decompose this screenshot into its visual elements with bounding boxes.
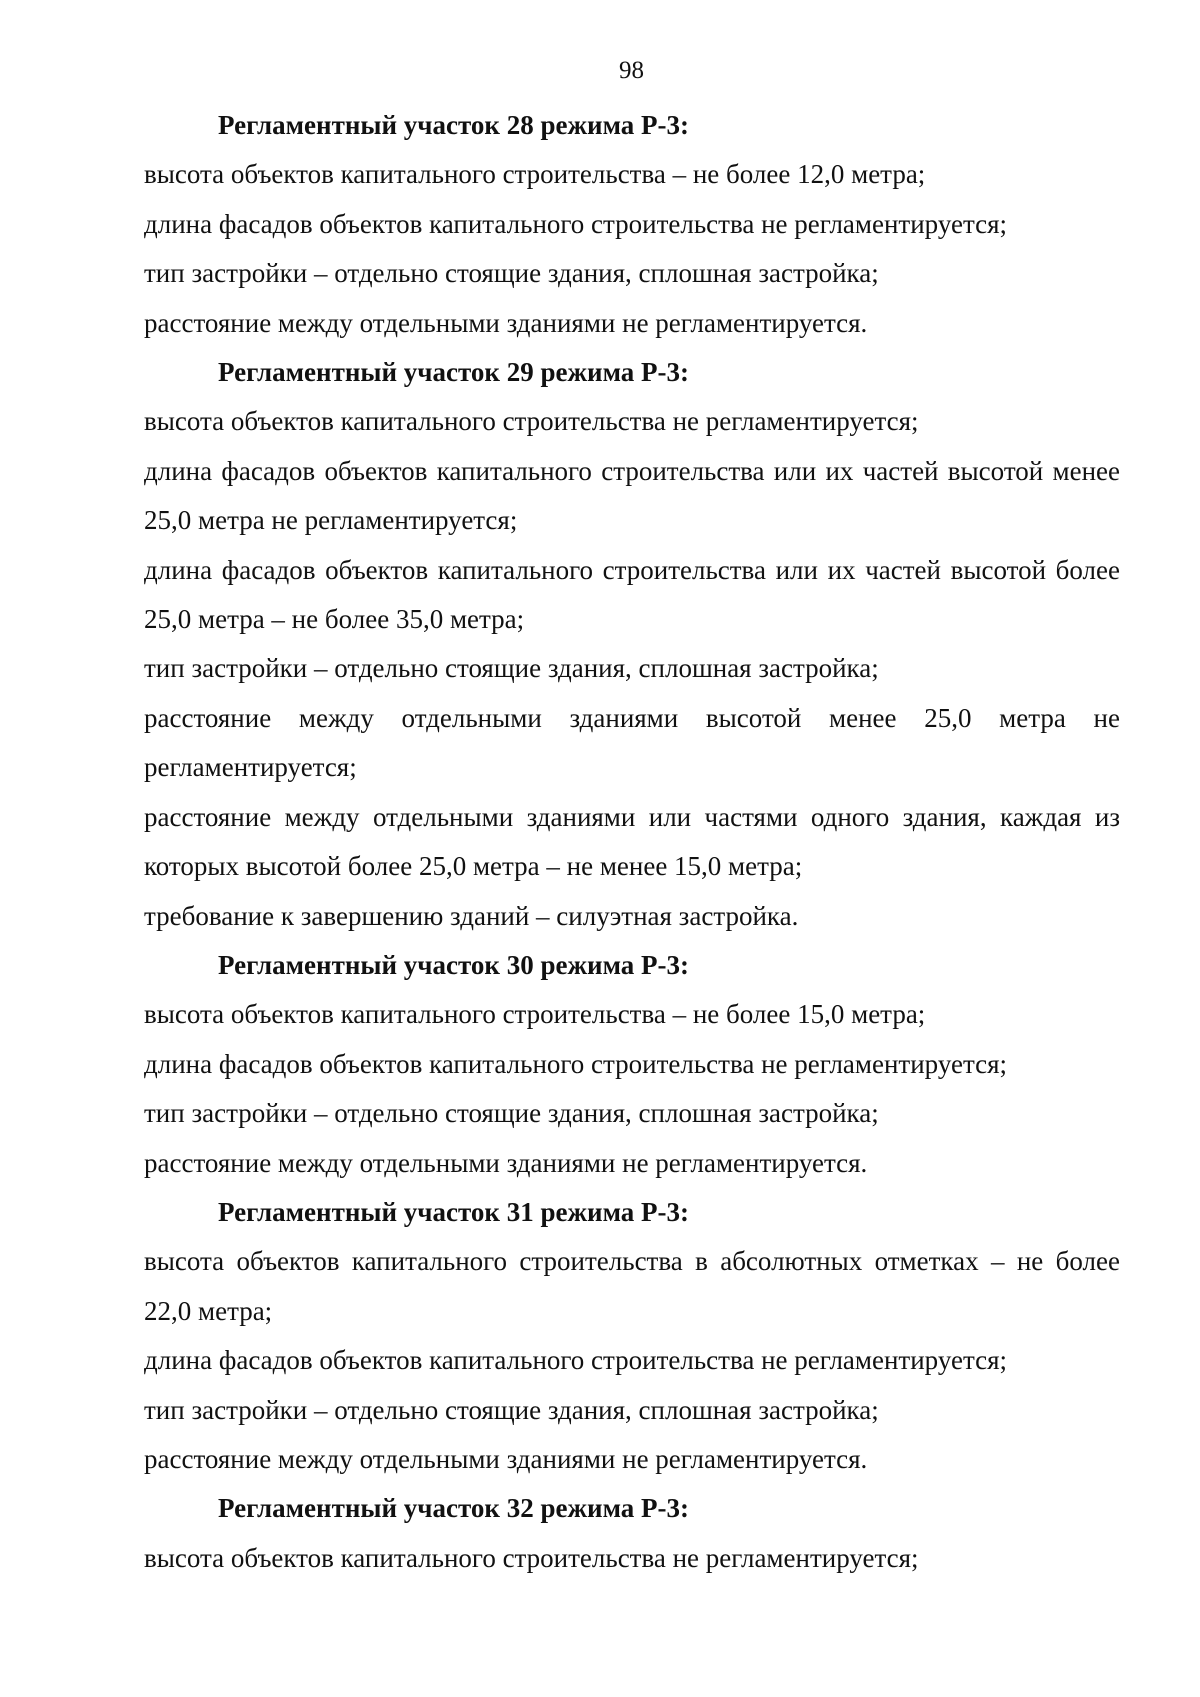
page-content — [144, 101, 1120, 1583]
paragraph: длина фасадов объектов капитального строительства не регламентируется; — [144, 208, 1007, 239]
paragraph: тип застройки – отдельно стоящие здания, сплошная застройка; — [144, 258, 879, 289]
paragraph: высота объектов капитального строительства – не более 15,0 метра; — [144, 999, 926, 1030]
section-plot-28 — [144, 101, 1120, 348]
paragraph: высота объектов капитального строительства в абсолютных отметках – не более 22,0 метра; — [144, 1246, 1120, 1326]
paragraph: расстояние между отдельными зданиями не регламентируется. — [144, 1443, 868, 1474]
paragraph: тип застройки – отдельно стоящие здания, сплошная застройка; — [144, 1098, 879, 1129]
section-heading: Регламентный участок 28 режима Р-3: — [218, 110, 690, 140]
section-plot-29 — [144, 348, 1120, 941]
section-plot-31 — [144, 1188, 1120, 1484]
section-heading: Регламентный участок 29 режима Р-3: — [218, 357, 690, 388]
paragraph: тип застройки – отдельно стоящие здания, сплошная застройка; — [144, 1394, 879, 1425]
paragraph: длина фасадов объектов капитального строительства не регламентируется; — [144, 1048, 1007, 1079]
section-heading: Регламентный участок 31 режима Р-3: — [218, 1196, 690, 1227]
section-heading: Регламентный участок 30 режима Р-3: — [218, 949, 690, 980]
paragraph: расстояние между отдельными зданиями или частями одного здания, каждая из которых высотой более 25,0 метра – не менее 15,0 метра; — [144, 801, 1120, 882]
paragraph: высота объектов капитального строительства не регламентируется; — [144, 406, 919, 437]
page-number: 98 — [619, 57, 644, 84]
paragraph: требование к завершению зданий – силуэтная застройка. — [144, 900, 799, 931]
paragraph: высота объектов капитального строительства не регламентируется; — [144, 1542, 919, 1573]
paragraph: длина фасадов объектов капитального строительства или их частей высотой более 25,0 метра – не более 35,0 метра; — [144, 554, 1120, 635]
paragraph: длина фасадов объектов капитального строительства не регламентируется; — [144, 1345, 1007, 1376]
section-plot-32 — [144, 1484, 1120, 1583]
section-heading: Регламентный участок 32 режима Р-3: — [218, 1493, 690, 1524]
paragraph: расстояние между отдельными зданиями не регламентируется. — [144, 307, 868, 338]
paragraph: тип застройки – отдельно стоящие здания, сплошная застройка; — [144, 653, 879, 684]
section-plot-30 — [144, 941, 1120, 1188]
paragraph: высота объектов капитального строительства – не более 12,0 метра; — [144, 159, 926, 190]
paragraph: расстояние между отдельными зданиями высотой менее 25,0 метра не регламентируется; — [144, 702, 1120, 783]
paragraph: расстояние между отдельными зданиями не регламентируется. — [144, 1147, 868, 1178]
paragraph: длина фасадов объектов капитального строительства или их частей высотой менее 25,0 метра не регламентируется; — [144, 455, 1120, 536]
